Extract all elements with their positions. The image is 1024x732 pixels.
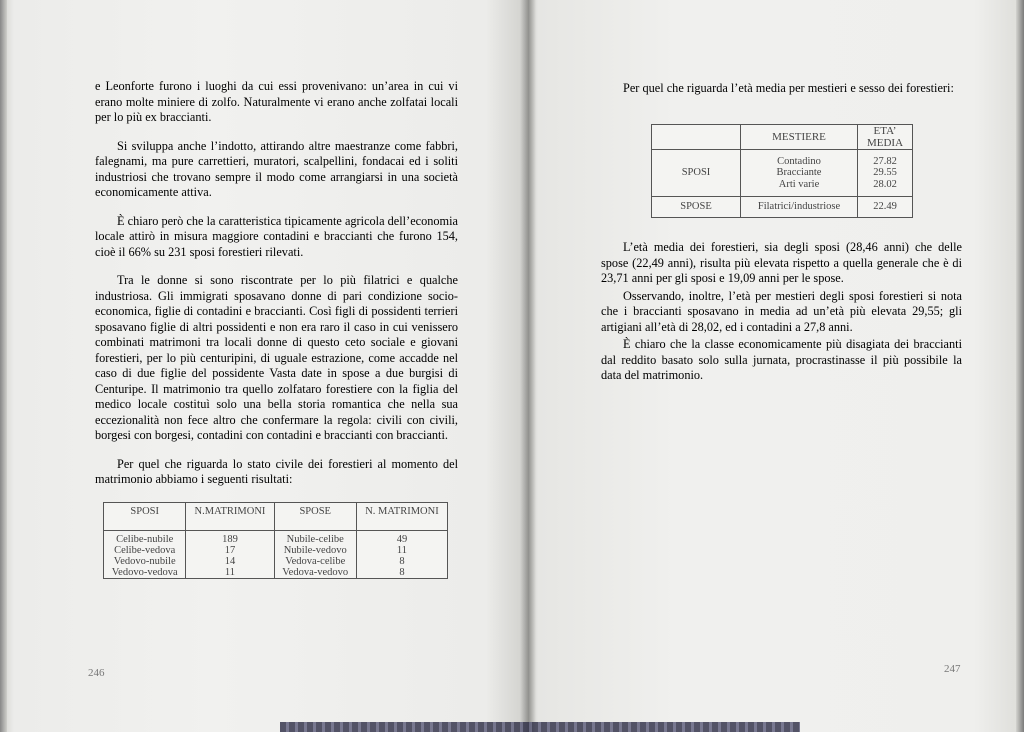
eta-media-table [651,124,913,218]
table-cell-group: SPOSI [652,150,741,197]
table-cell: Filatrici/industriose [741,197,858,218]
table-row [104,567,448,579]
table-cell [858,150,913,197]
table-cell: Nubile-celibe [274,531,356,546]
paragraph: Osservando, inoltre, l’età per mestieri degli sposi forestieri si nota che i braccianti sposavano in media ad un’età più elevata 29,55; gli artigiani all’età di 28,02, ed i contadini a 27,8 anni. [601,288,962,334]
paragraph: È chiaro che la classe economicamente più disagiata dei braccianti dal reddito basato solo sulla jurnata, procrastinasse il più possibile la data del matrimonio. [601,337,962,382]
cell-line: 27.82 [873,155,897,167]
paragraph: Si sviluppa anche l’indotto, attirando altre maestranze come fabbri, falegnami, ma pure carrettieri, muratori, scalpellini, fondacai ed i soliti industriosi che trovano sempre il modo come arrangiarsi in una società economicamente attiva. [95,138,458,199]
table-cell: 8 [356,567,447,579]
bottom-edge-strip [280,722,800,732]
table-row [104,545,448,556]
table-cell: 189 [186,531,274,546]
table-header-cell [652,125,741,150]
table-header-row [652,125,913,150]
table-header-cell: SPOSE [274,503,356,531]
cell-line: Contadino [777,155,821,167]
table-header-cell: SPOSI [104,503,186,531]
table-cell: 14 [186,556,274,567]
cell-line: 29.55 [873,167,897,179]
right-page-intro [601,81,962,97]
cell-line: Bracciante [776,167,822,179]
paragraph: È chiaro però che la caratteristica tipicamente agricola dell’economia locale attirò in misura maggiore contadini e braccianti che furono 154, cioè il 66% su 231 sposi forestieri rilevati. [95,213,458,259]
left-page-body [95,79,458,488]
table-cell: 11 [186,567,274,579]
table-cell: 8 [356,556,447,567]
table-cell: Vedova-vedovo [274,567,356,579]
paragraph: Tra le donne si sono riscontrate per lo più filatrici e qualche industriosa. Gli immigrati sposavano donne di pari condizione socio-economica, figlie di contadini e braccianti. Così figli di possidenti terrieri sposavano figlie di altri possidenti e non era raro il caso in cui venissero combinati matrimoni tra locali donne di questo ceto sociale e giovani forestieri, per lo più centuripini, di uguale estrazione, come accadde nel caso di due figlie del possidente Vasta date in spose a due burgisi di Centuripe. Il matrimonio tra quello zolfataro forestiere con la figlia del medico locale costituì solo una bella storia romantica che nella sua eccezionalità non fece altro che confermare la regola: civili con civili, borgesi con borgesi, contadini con contadini e braccianti con braccianti. [95,273,458,442]
table-cell: Vedovo-nubile [104,556,186,567]
table-row [652,150,913,197]
table-cell [741,150,858,197]
table-header-cell: N.MATRIMONI [186,503,274,531]
paragraph: Per quel che riguarda l’età media per mestieri e sesso dei forestieri: [623,81,954,95]
table-cell: 17 [186,545,274,556]
table-row [652,197,913,218]
table-cell: Celibe-vedova [104,545,186,556]
page-number: 247 [944,663,961,675]
table-cell: Vedova-celibe [274,556,356,567]
cell-line: Arti varie [778,178,820,190]
page-edge-right [1016,0,1024,732]
table-header-cell: ETA’ MEDIA [858,125,913,150]
table-cell: Celibe-nubile [104,531,186,546]
table-row [104,531,448,546]
table-cell-group: SPOSE [652,197,741,218]
table-cell: 11 [356,545,447,556]
cell-line: 28.02 [873,178,897,190]
table-header-cell: MESTIERE [741,125,858,150]
table-cell: Vedovo-vedova [104,567,186,579]
paragraph: L’età media dei forestieri, sia degli sposi (28,46 anni) che delle spose (22,49 anni), risulta più elevata rispetto a quella generale che è di 23,71 anni per gli sposi e 19,09 anni per le spose. [601,240,962,285]
table-header-row [104,503,448,531]
table-row [104,556,448,567]
paragraph: Per quel che riguarda lo stato civile dei forestieri al momento del matrimonio abbiamo i seguenti risultati: [95,456,458,486]
paragraph: e Leonforte furono i luoghi da cui essi provenivano: un’area in cui vi erano molte miniere di zolfo. Naturalmente vi erano anche zolfatai locali per lo più ex braccianti. [95,79,458,124]
page-edge-left [0,0,7,732]
right-page-body [601,240,962,384]
table-cell: 22.49 [858,197,913,218]
table-header-cell: N. MATRIMONI [356,503,447,531]
book-gutter [520,0,536,732]
table-cell: 49 [356,531,447,546]
stato-civile-table [103,502,448,579]
page-number: 246 [88,667,105,679]
table-cell: Nubile-vedovo [274,545,356,556]
